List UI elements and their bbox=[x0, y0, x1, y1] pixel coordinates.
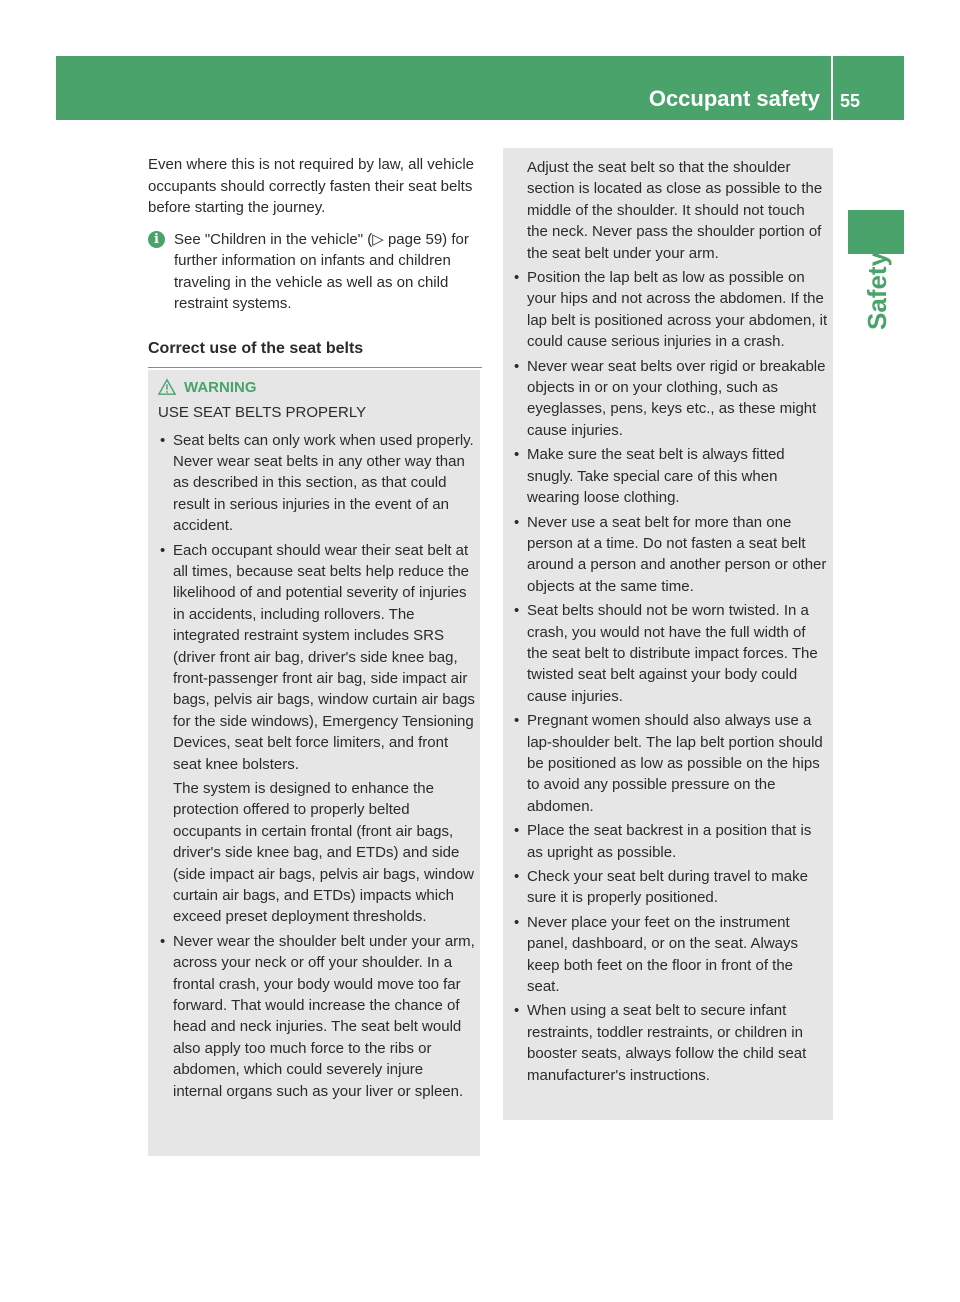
list-item: • Make sure the seat belt is always fitted snugly. Take special care of this when wearing loose clothing. bbox=[512, 444, 828, 508]
list-item: • Never wear the shoulder belt under your arm, across your neck or off your shoulder. In a frontal crash, your body would move too far forward. That would increase the chance of head and neck injuries. The seat belt would also apply too much force to the ribs or abdomen, which could severely injure internal organs such as your liver or spleen. bbox=[158, 931, 476, 1102]
warning-triangle-icon bbox=[158, 378, 176, 396]
list-item: • Pregnant women should also always use a lap-shoulder belt. The lap belt portion should be positioned as low as possible on the hips to avoid any possible pressure on the abdomen. bbox=[512, 710, 828, 817]
header-divider bbox=[831, 56, 833, 120]
warning-box bbox=[148, 370, 480, 1156]
warning-title: WARNING bbox=[184, 378, 257, 396]
info-note-text: See "Children in the vehicle" (▷ page 59) for further information on infants and children traveling in the vehicle as well as on child restraint systems. bbox=[174, 230, 469, 312]
list-item: • Seat belts should not be worn twisted. In a crash, you would not have the full width of the seat belt to distribute impact forces. The twisted seat belt against your body could cause injuries. bbox=[512, 600, 828, 707]
warning-subtitle: USE SEAT BELTS PROPERLY bbox=[158, 404, 367, 421]
list-item: • When using a seat belt to secure infant restraints, toddler restraints, or children in booster seats, always follow the child seat manufacturer's instructions. bbox=[512, 1000, 828, 1086]
page-title: Occupant safety bbox=[648, 86, 820, 111]
list-item: • Place the seat backrest in a position that is as upright as possible. bbox=[512, 820, 828, 863]
left-column bbox=[148, 154, 482, 368]
right-column-content bbox=[512, 157, 828, 1089]
list-item: • Check your seat belt during travel to make sure it is properly positioned. bbox=[512, 866, 828, 909]
right-list bbox=[512, 267, 828, 1086]
list-item: • Never wear seat belts over rigid or breakable objects in or on your clothing, such as eyeglasses, pens, keys etc., as these might cause injuries. bbox=[512, 356, 828, 442]
list-item: • Each occupant should wear their seat belt at all times, because seat belts help reduce the likelihood of and potential severity of injuries in accidents, including rollovers. The integrated restraint system includes SRS (driver front air bag, driver's side knee bag, front-passenger front air bag, side impact air bags, pelvis air bags, window curtain air bags for the side windows), Emergency Tensioning Devices, seat belt force limiters, and front seat knee bolsters. The system is designed to enhance the protection offered to properly belted occupants in certain frontal (front air bags, driver's side knee bag, and ETDs) and side (side impact air bags, pelvis air bags, window curtain air bags, and ETDs) impacts which exceed preset deployment thresholds. bbox=[158, 540, 476, 928]
right-column-box bbox=[503, 148, 833, 1120]
warning-header bbox=[158, 374, 476, 400]
list-item: • Never use a seat belt for more than one person at a time. Do not fasten a seat belt around a person and another person or other objects at the same time. bbox=[512, 512, 828, 598]
info-icon: i bbox=[148, 231, 165, 248]
warning-content bbox=[158, 374, 476, 1105]
list-item: • Seat belts can only work when used properly. Never wear seat belts in any other way than as described in this section, as that could result in serious injuries in the event of an accident. bbox=[158, 430, 476, 537]
intro-paragraph: Even where this is not required by law, all vehicle occupants should correctly fasten their seat belts before starting the journey. bbox=[148, 156, 475, 216]
list-item: • Position the lap belt as low as possible on your hips and not across the abdomen. If the lap belt is positioned across your abdomen, it could cause serious injuries in a crash. bbox=[512, 267, 828, 353]
page-number: 55 bbox=[840, 91, 861, 111]
section-heading: Correct use of the seat belts bbox=[148, 337, 482, 368]
section-label: Safety bbox=[862, 251, 892, 330]
right-intro: Adjust the seat belt so that the shoulder section is located as close as possible to the middle of the shoulder. It should not touch the neck. Never pass the shoulder portion of the seat belt under your arm. bbox=[527, 159, 823, 262]
list-item-extra: The system is designed to enhance the protection offered to properly belted occupants in certain frontal (front air bags, driver's side knee bag, and ETDs) and side (side impact air bags, pelvis air bags, window curtain air bags, and ETDs) impacts which exceed preset deployment thresholds. bbox=[173, 780, 474, 926]
info-note bbox=[148, 229, 482, 315]
warning-list bbox=[158, 430, 476, 1103]
section-tab bbox=[848, 210, 904, 254]
list-item: • Never place your feet on the instrument panel, dashboard, or on the seat. Always keep both feet on the floor in front of the seat. bbox=[512, 912, 828, 998]
